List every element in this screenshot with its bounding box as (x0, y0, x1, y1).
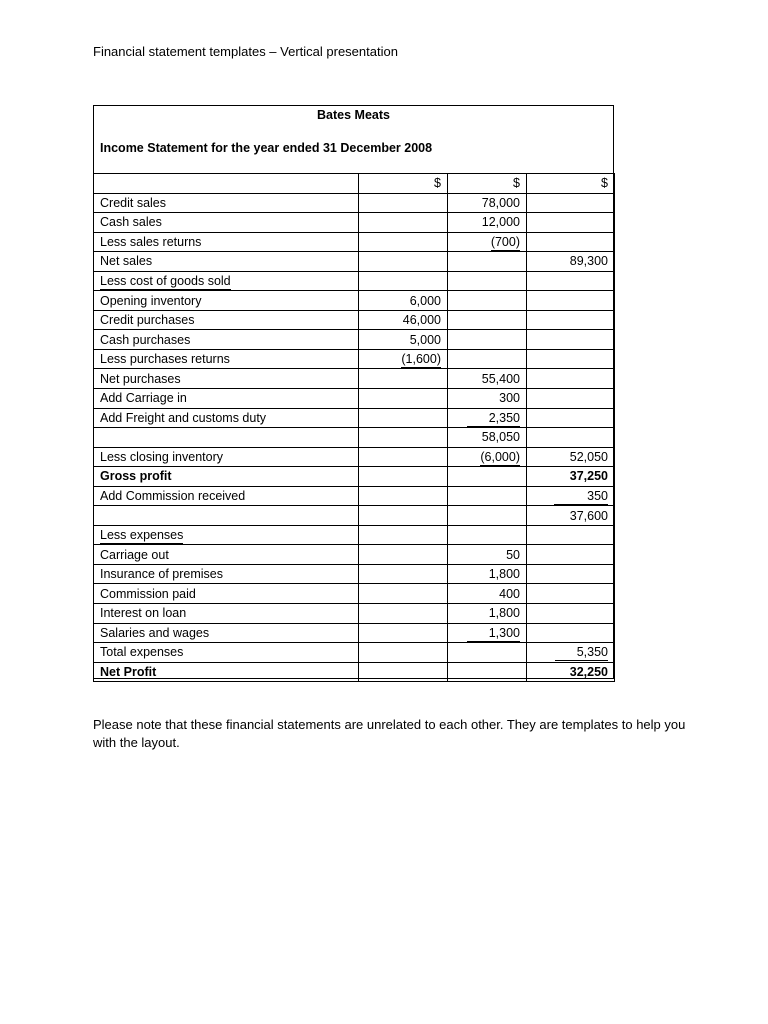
underlined-value: (700) (490, 234, 520, 249)
col1-value (359, 369, 448, 389)
income-statement-table (93, 173, 615, 682)
row-label: Total expenses (94, 643, 359, 663)
col3-value (527, 545, 615, 565)
row-label: Less purchases returns (94, 349, 359, 369)
col1-value: 5,000 (359, 330, 448, 350)
col2-value: 78,000 (448, 193, 527, 213)
table-row (94, 271, 615, 291)
row-label: Credit sales (94, 193, 359, 213)
col1-value (359, 213, 448, 233)
col3-value (527, 193, 615, 213)
currency-cell: $ (527, 174, 615, 194)
row-label: Insurance of premises (94, 564, 359, 584)
col3-value: 89,300 (527, 252, 615, 272)
underlined-value: 5,350 (555, 645, 608, 661)
col2-value (448, 232, 527, 252)
table-row (94, 389, 615, 409)
row-label: Opening inventory (94, 291, 359, 311)
table-row (94, 584, 615, 604)
col1-value (359, 525, 448, 545)
statement-title: Income Statement for the year ended 31 December 2008 (100, 141, 433, 155)
table-row (94, 545, 615, 565)
row-label: Salaries and wages (94, 623, 359, 643)
table-row (94, 525, 615, 545)
underlined-value: (6,000) (480, 449, 520, 464)
col3-value (527, 408, 615, 428)
col1-value (359, 584, 448, 604)
col1-value: 46,000 (359, 310, 448, 330)
table-row (94, 643, 615, 663)
row-label: Gross profit (94, 467, 359, 487)
col1-value (359, 623, 448, 643)
col3-value (527, 310, 615, 330)
table-row (94, 428, 615, 448)
table-row (94, 467, 615, 487)
col3-value (527, 584, 615, 604)
table-row (94, 369, 615, 389)
col3-value (527, 564, 615, 584)
col3-value (527, 232, 615, 252)
col1-value (359, 428, 448, 448)
col2-value: 12,000 (448, 213, 527, 233)
col2-value: 50 (448, 545, 527, 565)
table-row (94, 506, 615, 526)
col2-value (448, 349, 527, 369)
col2-value (448, 662, 527, 682)
col1-value (359, 193, 448, 213)
col3-value (527, 428, 615, 448)
row-label: Cash sales (94, 213, 359, 233)
table-row (94, 604, 615, 624)
table-row (94, 349, 615, 369)
col2-value (448, 330, 527, 350)
col2-value (448, 643, 527, 663)
table-row (94, 447, 615, 467)
row-label (94, 506, 359, 526)
col3-value (527, 643, 615, 663)
layout-note: Please note that these financial statements are unrelated to each other. They are templates to help you with the layout. (93, 717, 686, 750)
underlined-value: 1,300 (467, 626, 520, 642)
col2-value: 58,050 (448, 428, 527, 448)
table-row (94, 623, 615, 643)
col1-value (359, 447, 448, 467)
row-label: Credit purchases (94, 310, 359, 330)
col2-value (448, 623, 527, 643)
table-row (94, 252, 615, 272)
currency-cell: $ (448, 174, 527, 194)
page-heading: Financial statement templates – Vertical presentation (93, 44, 398, 59)
col3-value (527, 525, 615, 545)
col3-value: 52,050 (527, 447, 615, 467)
col3-value (527, 213, 615, 233)
col1-value (359, 232, 448, 252)
table-row (94, 310, 615, 330)
col3-value: 37,250 (527, 467, 615, 487)
col1-value (359, 662, 448, 682)
table-row (94, 408, 615, 428)
col1-value (359, 604, 448, 624)
table-row (94, 213, 615, 233)
row-label (94, 525, 359, 545)
income-statement (93, 105, 614, 679)
currency-cell: $ (359, 174, 448, 194)
col2-value: 1,800 (448, 564, 527, 584)
col3-value (527, 291, 615, 311)
row-label: Carriage out (94, 545, 359, 565)
row-label: Interest on loan (94, 604, 359, 624)
col3-value: 32,250 (527, 662, 615, 682)
col2-value: 55,400 (448, 369, 527, 389)
table-row (94, 330, 615, 350)
col1-value (359, 506, 448, 526)
row-label: Add Commission received (94, 486, 359, 506)
row-label: Less closing inventory (94, 447, 359, 467)
row-label: Net Profit (94, 662, 359, 682)
col2-value: 300 (448, 389, 527, 409)
row-label: Commission paid (94, 584, 359, 604)
col1-value (359, 349, 448, 369)
col2-value (448, 310, 527, 330)
col2-value: 1,800 (448, 604, 527, 624)
company-name: Bates Meats (317, 108, 390, 122)
table-row (94, 232, 615, 252)
row-label: Less sales returns (94, 232, 359, 252)
table-row (94, 193, 615, 213)
col1-value (359, 389, 448, 409)
col2-value: 400 (448, 584, 527, 604)
underlined-value: (1,600) (401, 352, 441, 367)
col1-value (359, 643, 448, 663)
row-label: Add Carriage in (94, 389, 359, 409)
col2-value (448, 506, 527, 526)
col3-value (527, 271, 615, 291)
col1-value (359, 408, 448, 428)
col2-value (448, 525, 527, 545)
table-row (94, 291, 615, 311)
col3-value (527, 486, 615, 506)
currency-row (94, 174, 615, 194)
section-heading: Less cost of goods sold (100, 274, 231, 288)
col2-value (448, 271, 527, 291)
col3-value: 37,600 (527, 506, 615, 526)
section-heading: Less expenses (100, 528, 184, 543)
table-row (94, 564, 615, 584)
col2-value (448, 408, 527, 428)
table-row (94, 486, 615, 506)
row-label: Net sales (94, 252, 359, 272)
col2-value (448, 467, 527, 487)
currency-label-cell (94, 174, 359, 194)
col3-value (527, 330, 615, 350)
col3-value (527, 623, 615, 643)
col3-value (527, 604, 615, 624)
col1-value (359, 545, 448, 565)
col2-value (448, 447, 527, 467)
row-label: Net purchases (94, 369, 359, 389)
col3-value (527, 369, 615, 389)
underlined-value: 2,350 (467, 411, 520, 427)
col3-value (527, 389, 615, 409)
col1-value (359, 564, 448, 584)
col1-value: 6,000 (359, 291, 448, 311)
row-label: Add Freight and customs duty (94, 408, 359, 428)
col2-value (448, 252, 527, 272)
col1-value (359, 467, 448, 487)
row-label (94, 428, 359, 448)
underlined-value: 350 (554, 489, 608, 505)
row-label: Cash purchases (94, 330, 359, 350)
table-row (94, 662, 615, 682)
col1-value (359, 486, 448, 506)
col3-value (527, 349, 615, 369)
col1-value (359, 252, 448, 272)
row-label (94, 271, 359, 291)
col2-value (448, 486, 527, 506)
col1-value (359, 271, 448, 291)
col2-value (448, 291, 527, 311)
